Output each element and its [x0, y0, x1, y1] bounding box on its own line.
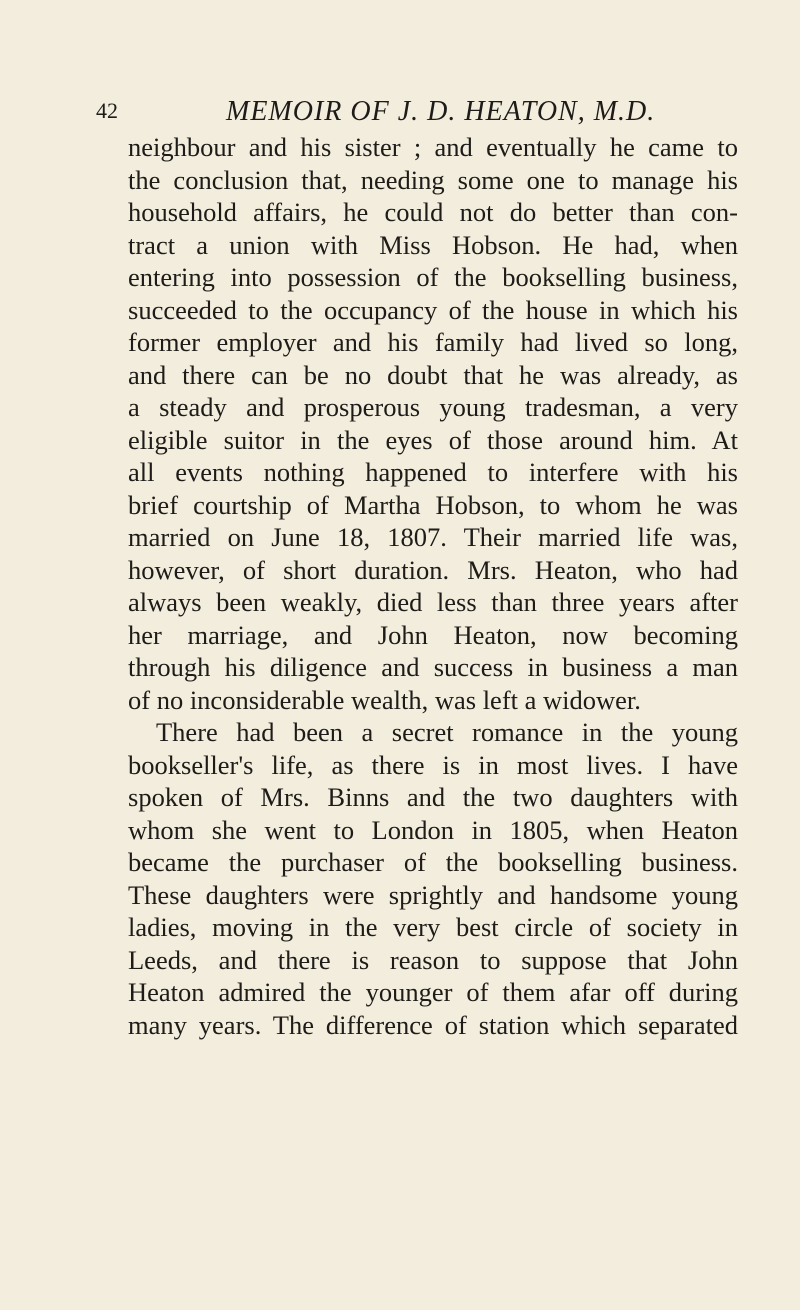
- text-line: Leeds, and there is reason to suppose that John: [128, 944, 738, 975]
- text-line: all events nothing happened to interfere with his: [128, 457, 738, 487]
- text-line: bookseller's life, as there is in most lives. I have: [128, 749, 738, 780]
- text-line: eligible suitor in the eyes of those around him. At: [128, 424, 738, 455]
- text-line: ladies, moving in the very best circle of society in: [128, 912, 738, 942]
- text-line: Heaton admired the younger of them afar off during: [128, 977, 738, 1007]
- text-line: became the purchaser of the bookselling business.: [128, 847, 738, 877]
- text-line: household affairs, he could not do better than con-: [128, 197, 738, 227]
- text-line: tract a union with Miss Hobson. He had, when: [128, 229, 738, 260]
- text-line: a steady and prosperous young tradesman, a very: [128, 392, 738, 422]
- text-line: neighbour and his sister ; and eventually he came to: [128, 132, 738, 162]
- page-number: 42: [96, 98, 118, 123]
- text-line: many years. The difference of station which separated: [128, 1009, 738, 1040]
- text-line: the conclusion that, needing some one to manage his: [128, 164, 738, 195]
- text-line: succeeded to the occupancy of the house in which his: [128, 294, 738, 325]
- text-line: These daughters were sprightly and handsome young: [128, 879, 738, 910]
- text-line: brief courtship of Martha Hobson, to whom he was: [128, 489, 738, 520]
- text-line: entering into possession of the bookselling business,: [128, 262, 738, 292]
- text-line: married on June 18, 1807. Their married life was,: [128, 522, 738, 552]
- text-line: however, of short duration. Mrs. Heaton, who had: [128, 554, 738, 585]
- paragraph-first-line: There had been a secret romance in the young: [156, 717, 738, 747]
- body-text: [128, 131, 738, 1041]
- text-line: whom she went to London in 1805, when Heaton: [128, 814, 738, 845]
- text-line: and there can be no doubt that he was already, as: [128, 359, 738, 390]
- page-header: [96, 96, 736, 132]
- text-line: former employer and his family had lived so long,: [128, 327, 738, 357]
- running-head: MEMOIR OF J. D. HEATON, M.D.: [226, 96, 656, 127]
- text-line: through his diligence and success in business a man: [128, 652, 738, 682]
- text-line: always been weakly, died less than three years after: [128, 587, 738, 617]
- text-line: of no inconsiderable wealth, was left a widower.: [128, 684, 641, 715]
- text-line: spoken of Mrs. Binns and the two daughters with: [128, 782, 738, 812]
- text-line: her marriage, and John Heaton, now becoming: [128, 619, 738, 650]
